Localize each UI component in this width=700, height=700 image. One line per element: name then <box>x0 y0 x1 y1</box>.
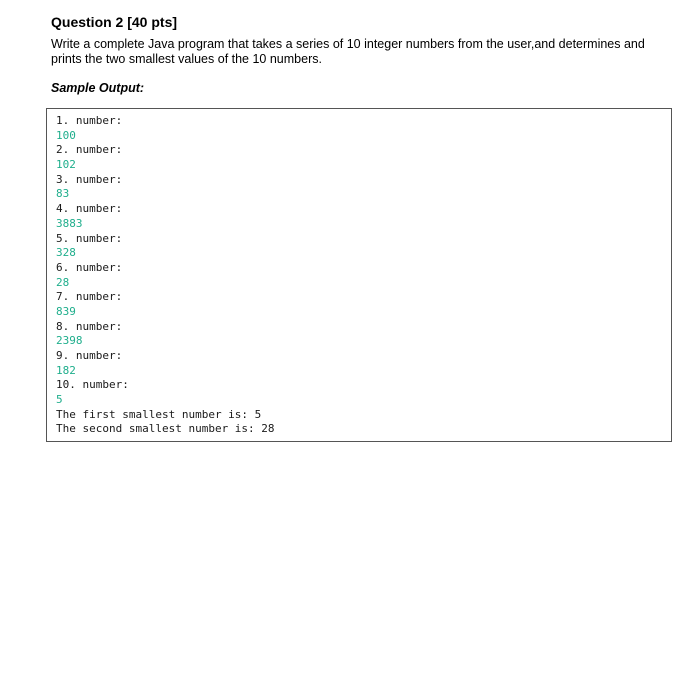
console-output <box>56 114 275 437</box>
prompt-line-4: 4. number: <box>56 202 123 216</box>
input-value-8: 2398 <box>56 334 83 348</box>
input-value-10: 5 <box>56 393 63 407</box>
input-value-2: 102 <box>56 158 76 172</box>
prompt-line-10: 10. number: <box>56 378 129 392</box>
input-value-6: 28 <box>56 275 70 289</box>
input-value-4: 3883 <box>56 216 83 230</box>
input-value-9: 182 <box>56 363 76 377</box>
prompt-line-1: 1. number: <box>56 114 123 127</box>
prompt-line-8: 8. number: <box>56 319 123 333</box>
input-value-5: 328 <box>56 246 76 260</box>
result-second-smallest: The second smallest number is: 28 <box>56 422 275 436</box>
question-title: Question 2 [40 pts] <box>51 14 178 30</box>
sample-output-heading: Sample Output: <box>51 81 145 95</box>
input-value-7: 839 <box>56 304 76 318</box>
prompt-line-7: 7. number: <box>56 290 123 304</box>
question-description: Write a complete Java program that takes a series of 10 integer numbers from the user,and determines and prints the two smallest values of the 10 numbers. <box>51 37 645 66</box>
sample-output-box <box>46 108 672 442</box>
result-first-smallest: The first smallest number is: 5 <box>56 407 262 421</box>
prompt-line-6: 6. number: <box>56 260 123 274</box>
prompt-line-5: 5. number: <box>56 231 123 245</box>
prompt-line-2: 2. number: <box>56 143 123 157</box>
prompt-line-3: 3. number: <box>56 172 123 186</box>
prompt-line-9: 9. number: <box>56 349 123 362</box>
input-value-3: 83 <box>56 187 70 201</box>
input-value-1: 100 <box>56 128 76 142</box>
